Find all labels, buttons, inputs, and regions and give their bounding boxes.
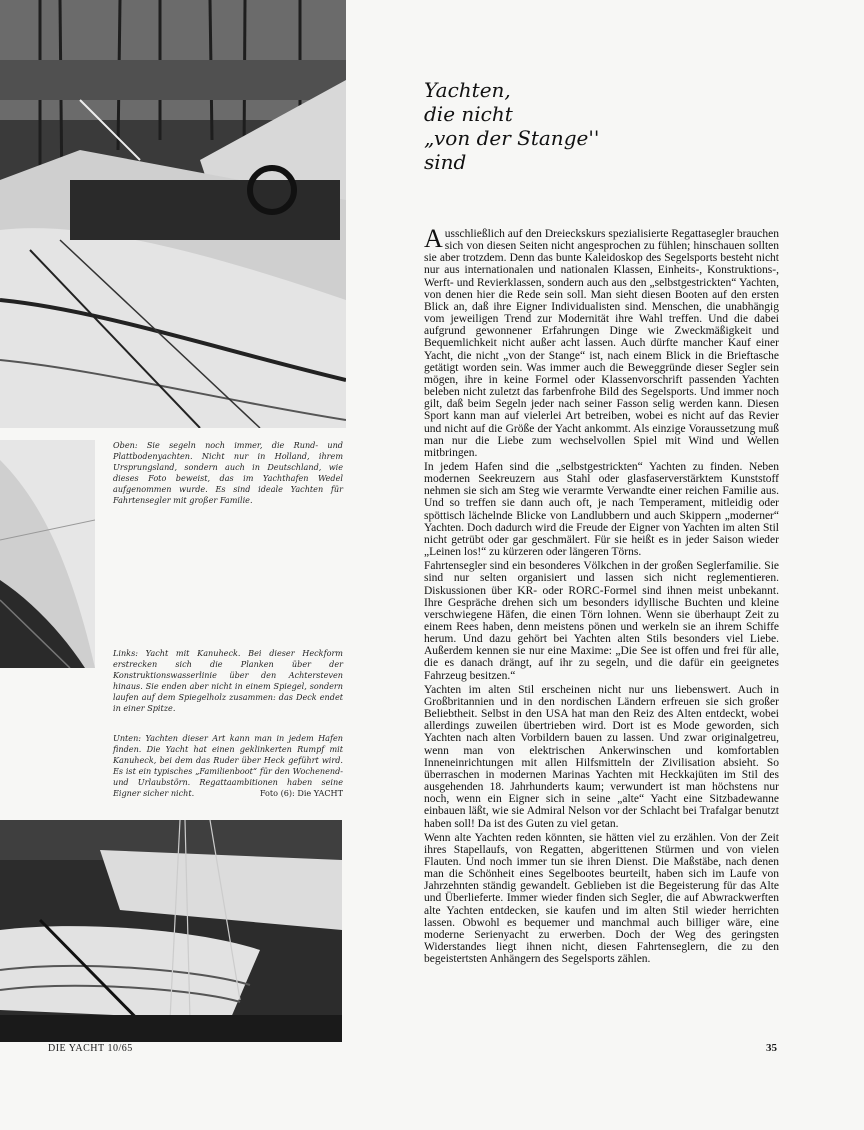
paragraph-3: Fahrtensegler sind ein besonderes Völkchen in der großen Seglerfamilie. Sie sind nur selten organisiert und lassen sich nicht reglementieren. Diskussionen über KR- oder RORC-Formel sind ihnen meist unbekannt. Ihre Gespräche drehen sich um besonders idyllische Buchten und kleine verschwiegene Häfen, die einen Törn lohnen. Wenn sie überhaupt Zeit zu einem Rees haben, denn meistens pönen und werkeln sie an ihrem Schiffe herum. Und dazu gehört bei Yachten alten Stils besonders viel Liebe. Außerdem kennen sie nur eine Maxime: „Die See ist offen und frei für alle, die es danach drängt, auf ihr zu segeln, und die dafür ein geeignetes Fahrzeug besitzen.“	[424, 560, 779, 682]
photo-canoe-stern-yacht	[0, 440, 95, 668]
headline-line-4: sind	[424, 150, 467, 174]
photo-flatbottom-yacht	[0, 0, 346, 428]
caption-bottom	[113, 733, 343, 799]
caption-top	[113, 440, 343, 506]
paragraph-4: Yachten im alten Stil erscheinen nicht nur uns liebenswert. Auch in Großbritannien und in den nordischen Ländern erfreuen sie sich großer Beliebtheit. Selbst in den USA hat man den Reiz des Alten entdeckt, wobei allerdings zuweilen übertrieben wird. Dort ist es Mode geworden, sich Yachten nach alten Vorbildern bauen zu lassen. Und zwar originalgetreu, wenn man von elektrischen Ankerwinschen und komfortablen Inneneinrichtungen mit allen Hilfsmitteln der Zivilisation absieht. So überraschen in modernen Marinas Yachten mit Heckkajüten im Stil des ausgehenden 18. Jahrhunderts kaum; verwundert ist man höchstens nur noch, wenn ein Eigner sich in seine „alte“ Yacht eine Sitzbadewanne einbauen läßt, wie sie Admiral Nelson vor der Schlacht bei Trafalgar benutzt haben soll! Da ist des Guten zu viel getan.	[424, 683, 779, 830]
paragraph-1	[424, 224, 779, 459]
page-number: 35	[766, 1042, 777, 1054]
headline-line-1: Yachten,	[424, 78, 511, 102]
drop-cap: A	[424, 224, 443, 253]
paragraph-2: In jedem Hafen sind die „selbstgestrickten“ Yachten zu finden. Neben modernen Seekreuzern aus Stahl oder glasfaserverstärktem Kunststoff nehmen sie sich am Steg wie verarmte Verwandte einer reichen Familie aus. Und so treffen sie dann auch oft, je nach Temperament, mitleidig oder spöttisch lächelnde Blicke von Landlubbern und auch Skippern „moderner“ Yachten. Doch dadurch wird die Freude der Eigner von Yachten im alten Stil nicht getrübt oder gar geschmälert. Für sie heißt es in jeder Saison wieder „Leinen los!“ zu kürzeren oder längeren Törns.	[424, 460, 779, 559]
caption-top-text: Oben: Sie segeln noch immer, die Rund- und Plattbodenyachten. Nicht nur in Holland, ihrem Ursprungsland, sondern auch in Deutschland, wie dieses Foto beweist, das im Yachthafen Wedel aufgenommen wurde. Es sind ideale Yachten für Fahrtensegler mit großer Familie.	[113, 440, 343, 505]
article-headline	[424, 78, 724, 174]
headline-line-2: die nicht	[424, 102, 513, 126]
caption-left-text: Links: Yacht mit Kanuheck. Bei dieser Heckform erstrecken sich die Planken über der Konstruktionswasserlinie über den Achtersteven hinaus. Sie enden aber nicht in einem Spiegel, sondern laufen auf dem Spiegelholz zusammen: das Deck endet in einer Spitze.	[113, 648, 343, 713]
photo-clinker-boat	[0, 820, 342, 1042]
caption-left	[113, 648, 343, 714]
photo-credit: Foto (6): Die YACHT	[259, 788, 343, 798]
paragraph-5: Wenn alte Yachten reden könnten, sie hätten viel zu erzählen. Von der Zeit ihres Stapellaufs, von Regatten, abgerittenen Stürmen und von vielen Flauten. Und noch immer tun sie ihren Dienst. Die Maßstäbe, nach denen man die Schönheit eines Segelbootes beurteilt, haben sich im Laufe von Jahrzehnten ständig gewandelt. Geblieben ist die Begeisterung für das Alte und Überlieferte. Immer wieder finden sich Segler, die auf Abwrackwerften alte Yachten entdecken, sie kaufen und im alten Stil wieder herrichten lassen. Obwohl es bequemer und manchmal auch billiger wäre, eine moderne Serienyacht zu erwerben. Doch der Weg des geringsten Widerstandes liegt ihnen nicht, diesen Fahrtenseglern, die zu den begeistertsten Anhängern des Segelsports zählen.	[424, 831, 779, 966]
headline-line-3: „von der Stange''	[424, 126, 600, 150]
magazine-issue: DIE YACHT 10/65	[48, 1043, 133, 1054]
caption-bottom-text: Unten: Yachten dieser Art kann man in jedem Hafen finden. Die Yacht hat einen geklinkerten Rumpf mit Kanuheck, bei dem das Ruder über Heck geführt wird. Es ist ein typisches „Familienboot“ für den Wochenend- und Urlaubstörn. Regattaambitionen haben seine Eigner sicher nicht.	[113, 733, 343, 798]
paragraph-1-text: usschließlich auf den Dreieckskurs spezialisierte Regattasegler brauchen sich von diesen Seiten nicht angesprochen zu fühlen; hinschauen sollten sie aber trotzdem. Denn das bunte Kaleidoskop des Segelsports besteht nicht nur aus internationalen und nationalen Klassen, Einheits-, Konstruktions-, Werft- und Revierklassen, sondern auch aus den „selbstgestrickten“ Yachten, von denen hier die Rede sein soll. Man sieht diesen Booten auf den ersten Blick an, daß ihre Eigner Individualisten sind. Menschen, die unabhängig vom jeweiligen Trend zur Modernität ihre Wahl treffen. Und die dabei aufgrund gewonnener Erfahrungen Dinge wie Zweckmäßigkeit und Bequemlichkeit nicht außer acht lassen. Auch dürfte mancher Kauf einer Yacht, die nicht „von der Stange“ ist, nach einem Blick in die Brieftasche getätigt worden sein. Was immer auch die Beweggründe dieser Segler sein mögen, ihre in keine Formel oder Klassenvorschrift passenden Yachten beleben nicht zuletzt das farbenfrohe Bild des Segelsports. Und immer noch gilt, daß beim Segeln jeder nach seiner Fasson selig werden kann. Diesen Sport kann man auf vielerlei Art betreiben, wobei es nicht auf das Revier und nicht auf die Größe der Yacht ankommt. Als einzige Voraussetzung muß man nur die Liebe zum wechselvollen Spiel mit Wind und Wellen mitbringen.	[424, 228, 779, 459]
article-body	[424, 224, 779, 967]
